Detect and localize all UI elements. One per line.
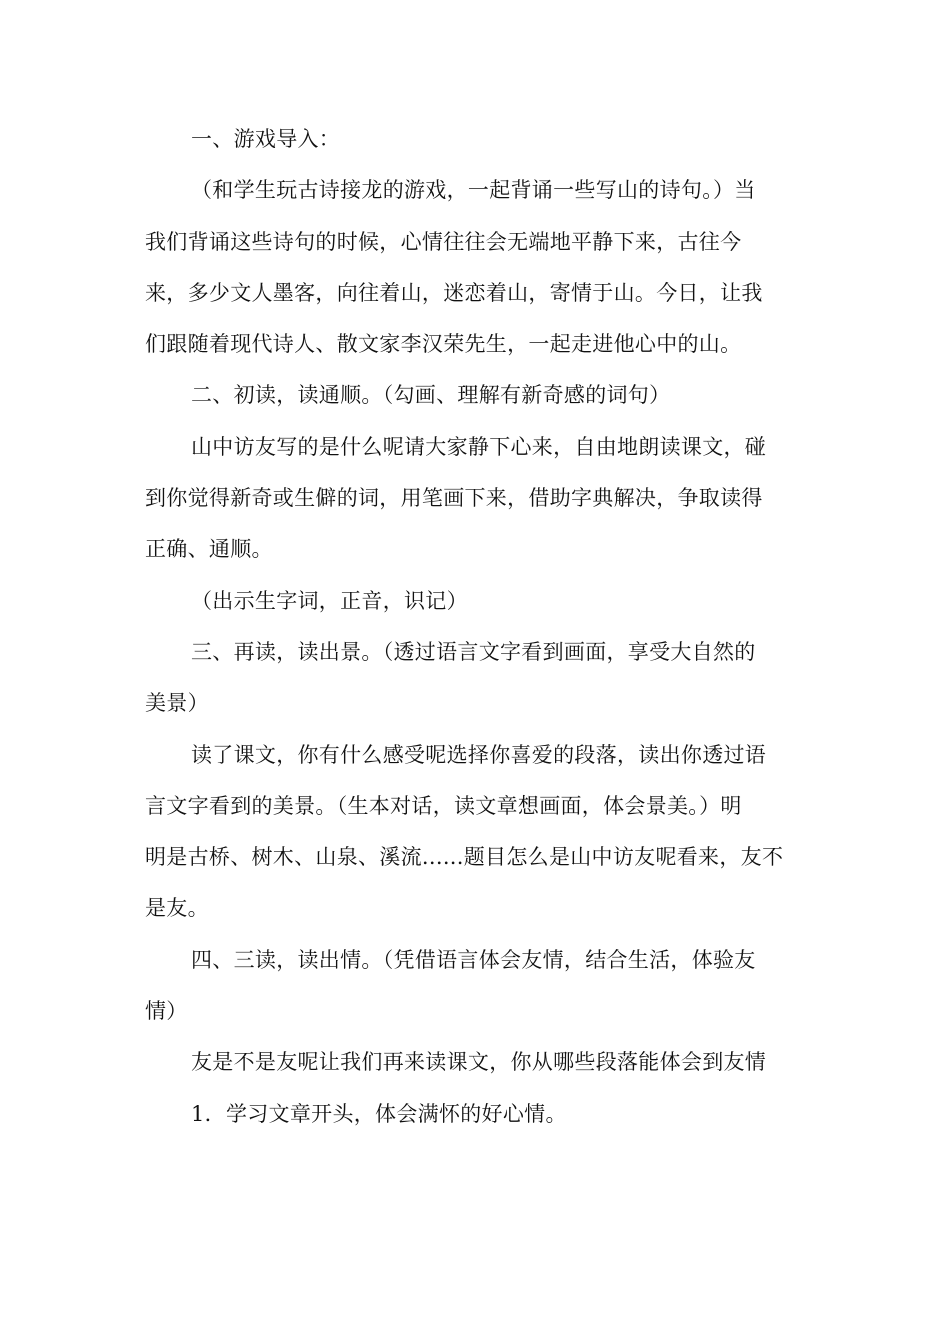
text-line: 是友。 <box>145 896 209 921</box>
text-line: 到你觉得新奇或生僻的词，用笔画下来，借助字典解决，争取读得 <box>145 486 763 511</box>
text-line: 来，多少文人墨客，向往着山，迷恋着山，寄情于山。今日，让我 <box>145 280 763 305</box>
text-line: 我们背诵这些诗句的时候，心情往往会无端地平静下来，古往今 <box>145 229 742 254</box>
document-body <box>145 114 805 1140</box>
text-line: （和学生玩古诗接龙的游戏，一起背诵一些写山的诗句。）当 <box>191 178 756 203</box>
section-heading-second-reading <box>145 627 805 730</box>
text-line: 明是古桥、树木、山泉、溪流......题目怎么是山中访友呢看来，友不 <box>145 845 784 870</box>
paragraph-reading-instructions <box>145 422 805 576</box>
text-line: 一、游戏导入： <box>191 127 341 151</box>
list-item-1 <box>145 1089 805 1140</box>
paragraph-scenery <box>145 730 805 935</box>
text-line: 读了课文，你有什么感受呢选择你喜爱的段落，读出你透过语 <box>191 742 767 767</box>
section-heading-first-reading <box>145 370 805 421</box>
paragraph-friendship-question <box>145 1037 805 1088</box>
section-heading-game-intro <box>145 114 805 165</box>
text-line: 友是不是友呢让我们再来读课文，你从哪些段落能体会到友情 <box>191 1050 767 1075</box>
text-line: 情） <box>145 999 188 1024</box>
paragraph-show-words <box>145 576 805 627</box>
text-line: 二、初读，读通顺。（勾画、理解有新奇感的词句） <box>191 383 671 408</box>
text-line: 美景） <box>145 691 209 716</box>
text-line: 正确、通顺。 <box>145 537 273 562</box>
text-line: 四、三读，读出情。（凭借语言体会友情，结合生活，体验友 <box>191 947 756 972</box>
text-line: 们跟随着现代诗人、散文家李汉荣先生，一起走进他心中的山。 <box>145 332 742 357</box>
text-line: 三、再读，读出景。（透过语言文字看到画面，享受大自然的 <box>191 639 756 664</box>
text-line: （出示生字词，正音，识记） <box>191 588 468 613</box>
text-line: 言文字看到的美景。（生本对话，读文章想画面，体会景美。）明 <box>145 793 742 818</box>
section-heading-third-reading <box>145 935 805 1038</box>
text-line: 1．学习文章开头，体会满怀的好心情。 <box>191 1101 567 1126</box>
paragraph-intro <box>145 165 805 370</box>
text-line: 山中访友写的是什么呢请大家静下心来，自由地朗读课文，碰 <box>191 434 767 459</box>
